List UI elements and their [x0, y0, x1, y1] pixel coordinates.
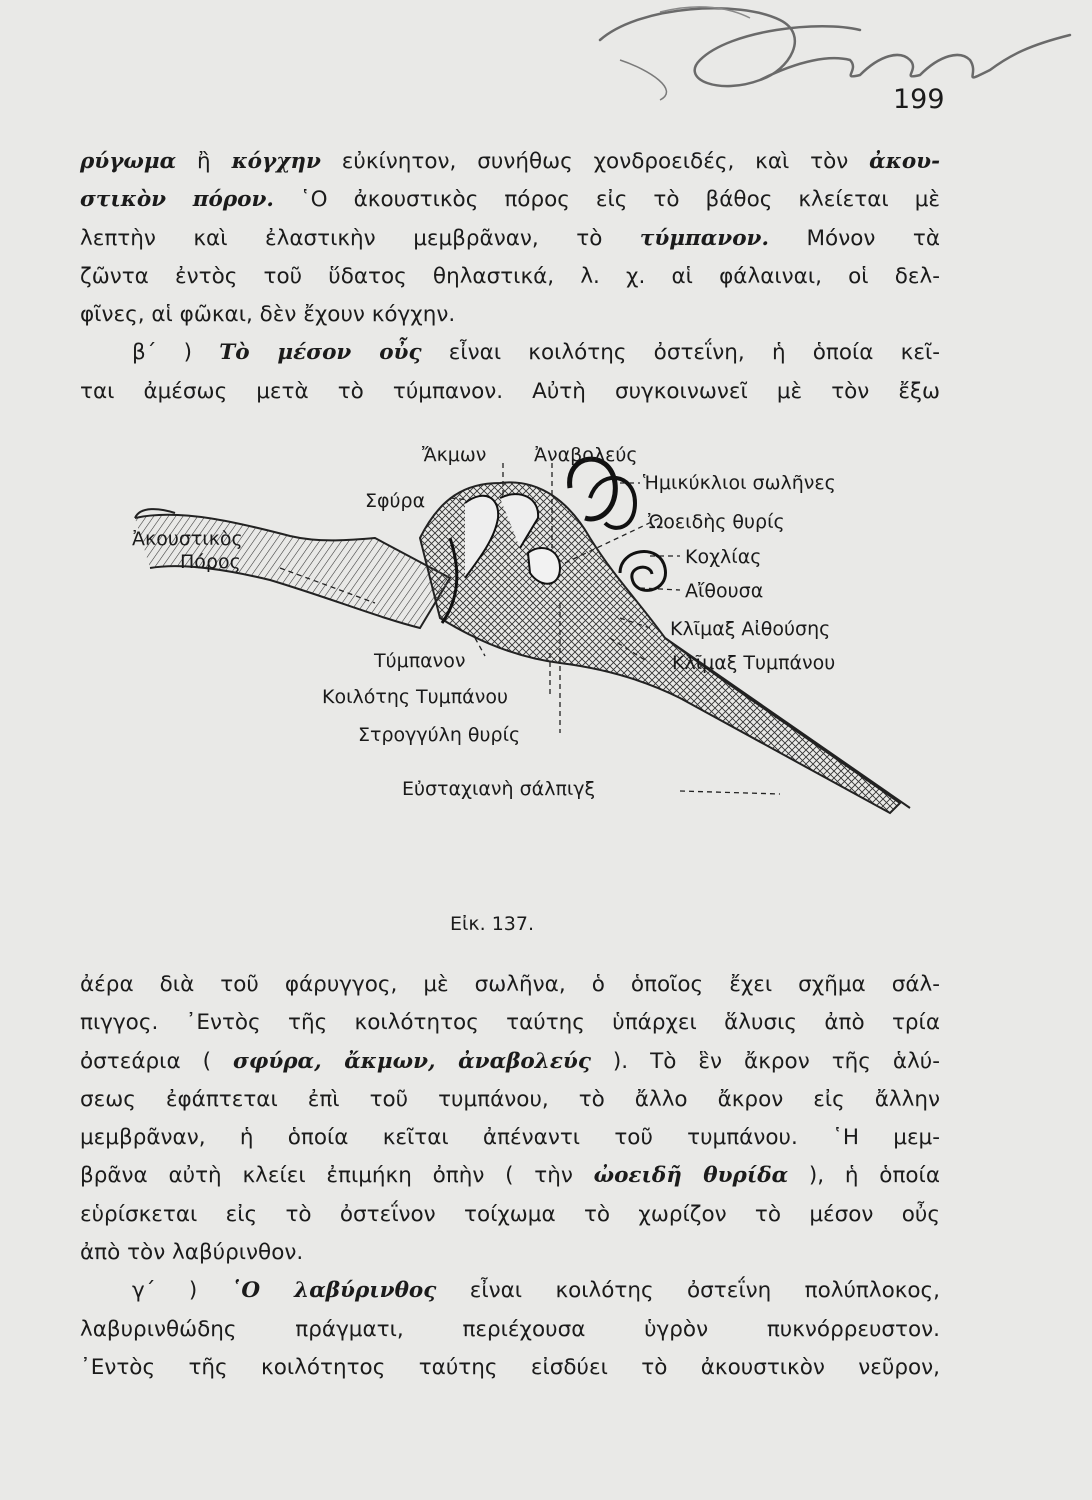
text-line	[80, 966, 940, 1004]
bold-term: στικὸν πόρον.	[80, 187, 274, 213]
text-line	[80, 1081, 940, 1119]
label-cochlea: Κοχλίας	[685, 546, 762, 568]
text-run: εἶναι κοιλότης ὀστεΐνη πολύπλοκος,	[436, 1278, 940, 1304]
text-run: λαβυρινθώδης πράγματι, περιέχουσα ὑγρὸν πυκνόρρευστον.	[80, 1316, 940, 1342]
bold-term: ῾Ο λαβύρινθος	[230, 1278, 437, 1304]
page-number: 199	[893, 84, 945, 115]
label-semicircular-canals: Ἡμικύκλιοι σωλῆνες	[643, 472, 836, 494]
text-line	[80, 1311, 940, 1349]
text-line	[80, 296, 940, 334]
label-anavoleus: Ἀναβολεύς	[534, 444, 638, 466]
text-line	[80, 181, 940, 219]
text-line	[80, 1272, 940, 1310]
label-eustachian-tube: Εὐσταχιανὴ σάλπιγξ	[402, 778, 596, 800]
text-run: γ΄ )	[132, 1278, 231, 1304]
text-run: ται ἀμέσως μετὰ τὸ τύμπανον. Αὐτὴ συγκοινωνεῖ μὲ τὸν ἔξω	[80, 378, 940, 404]
text-run: Μόνον τὰ	[768, 225, 940, 251]
text-run: εὑρίσκεται εἰς τὸ ὀστεΐνον τοίχωμα τὸ χωρίζον τὸ μέσον οὖς	[80, 1201, 940, 1227]
label-akmon: Ἄκμων	[422, 444, 487, 466]
text-line	[80, 1119, 940, 1157]
text-line	[80, 1234, 940, 1272]
bold-term: ἀκου-	[869, 149, 940, 174]
text-run: ζῶντα ἐντὸς τοῦ ὕδατος θηλαστικά, λ. χ. αἱ φάλαιναι, οἱ δελ-	[80, 263, 940, 289]
text-line	[80, 1043, 940, 1081]
text-run: ὀστεάρια (	[80, 1048, 234, 1074]
text-run: βρᾶνα αὐτὴ κλείει ἐπιμήκη ὀπὴν ( τὴν	[80, 1163, 594, 1189]
text-run: β΄ )	[132, 340, 220, 366]
label-scala-vestibuli: Κλῖμαξ Αἰθούσης	[670, 618, 831, 640]
text-run: ᾿Εντὸς τῆς κοιλότητος ταύτης εἰσδύει τὸ ἀκουστικὸν νεῦρον,	[80, 1354, 940, 1380]
label-auditory-canal-2: Πόρος	[180, 551, 241, 573]
figure-caption: Εἰκ. 137.	[450, 913, 535, 935]
text-line	[80, 1196, 940, 1234]
text-line	[80, 258, 940, 296]
paragraph-upper	[80, 143, 940, 411]
text-run: πιγγος. ᾿Εντὸς τῆς κοιλότητος ταύτης ὑπάρχει ἅλυσις ἀπὸ τρία	[80, 1010, 940, 1036]
text-run: ῾Ο ἀκουστικὸς πόρος εἰς τὸ βάθος κλείεται μὲ	[273, 187, 940, 213]
text-line	[80, 1157, 940, 1195]
handwritten-signature	[560, 0, 1080, 110]
text-line	[80, 143, 940, 181]
bold-term: κόγχην	[231, 149, 321, 174]
label-aithousa: Αἴθουσα	[685, 580, 764, 602]
text-line	[80, 1349, 940, 1387]
cochlea-shape	[620, 552, 665, 591]
text-run: ), ἡ ὁποία	[788, 1163, 940, 1189]
text-run: σεως ἐφάπτεται ἐπὶ τοῦ τυμπάνου, τὸ ἄλλο ἄκρον εἰς ἄλλην	[80, 1086, 940, 1112]
label-tympanic-cavity: Κοιλότης Τυμπάνου	[322, 686, 508, 708]
text-run: φῖνες, αἱ φῶκαι, δὲν ἔχουν κόγχην.	[80, 302, 456, 328]
label-tympanum: Τύμπανον	[374, 650, 466, 672]
text-run: ἀπὸ τὸν λαβύρινθον.	[80, 1240, 304, 1266]
label-oval-window: Ὠοειδὴς θυρίς	[648, 511, 785, 533]
text-run: εἶναι κοιλότης ὀστεΐνη, ἡ ὁποία κεῖ-	[421, 340, 940, 366]
bold-term: ὠοειδῆ θυρίδα	[593, 1163, 789, 1189]
label-scala-tympani: Κλῖμαξ Τυμπάνου	[672, 652, 836, 674]
text-run: λεπτὴν καὶ ἐλαστικὴν μεμβρᾶναν, τὸ	[80, 225, 640, 251]
bold-term: Τὸ μέσον οὖς	[219, 340, 422, 366]
label-auditory-canal-1: Ἀκουστικὸς	[132, 528, 243, 550]
text-line	[80, 373, 940, 411]
bold-term: ρύγωμα	[80, 149, 177, 174]
text-run: ). Τὸ ἓν ἄκρον τῆς ἁλύ-	[590, 1048, 940, 1074]
text-run: εὐκίνητον, συνήθως χονδροειδές, καὶ τὸν	[320, 149, 870, 174]
text-line	[80, 220, 940, 258]
bold-term: τύμπανον.	[639, 225, 769, 251]
label-sfyra: Σφύρα	[365, 490, 426, 512]
text-line	[80, 1004, 940, 1042]
ear-anatomy-figure	[120, 428, 940, 828]
text-run: ἢ	[176, 149, 232, 174]
bold-term: σφύρα, ἄκμων, ἀναβολεύς	[233, 1048, 591, 1074]
text-line	[80, 334, 940, 372]
text-run: μεμβρᾶναν, ἡ ὁποία κεῖται ἀπέναντι τοῦ τυμπάνου. ῾Η μεμ-	[80, 1125, 940, 1151]
label-round-window: Στρογγύλη θυρίς	[358, 724, 521, 746]
text-run: ἀέρα διὰ τοῦ φάρυγγος, μὲ σωλῆνα, ὁ ὁποῖος ἔχει σχῆμα σάλ-	[80, 972, 940, 997]
paragraph-lower	[80, 966, 940, 1387]
